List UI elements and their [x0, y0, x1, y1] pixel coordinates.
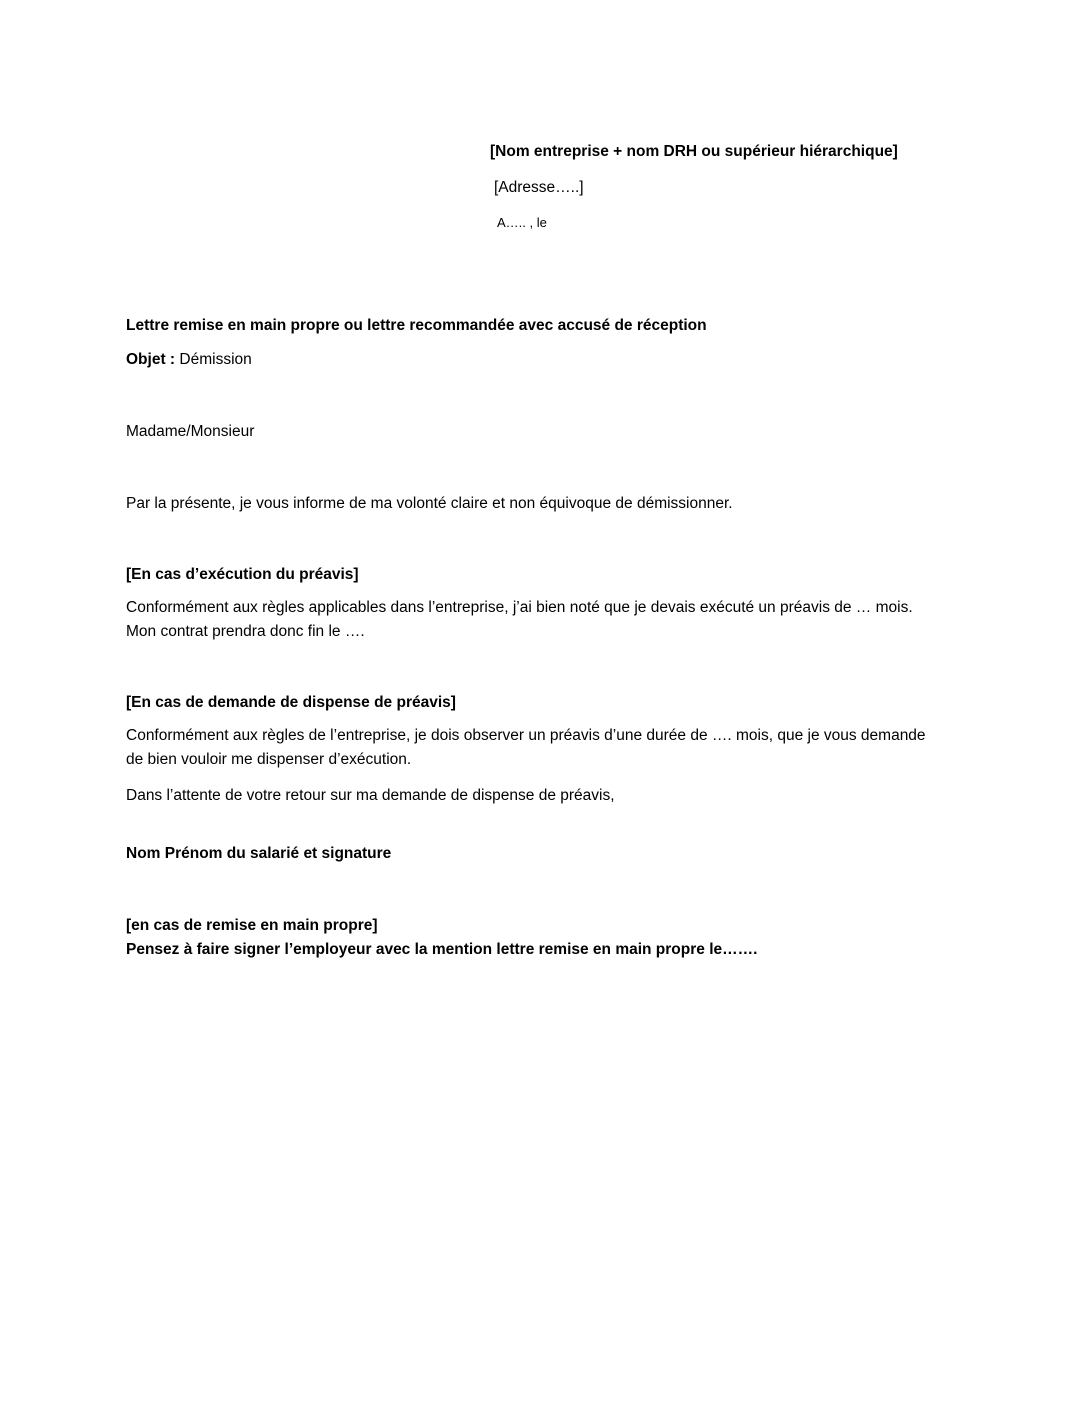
case-execution-line-1: Conformément aux règles applicables dans l’entreprise, j’ai bien noté que je devais exécuté un préavis de … mois. — [126, 599, 913, 616]
subject-line — [126, 352, 252, 368]
recipient-line: [Nom entreprise + nom DRH ou supérieur hiérarchique] — [490, 143, 898, 160]
case-dispense-line-2: de bien vouloir me dispenser d’exécution. — [126, 751, 412, 768]
case-dispense-heading: [En cas de demande de dispense de préavis] — [126, 694, 456, 711]
salutation: Madame/Monsieur — [126, 423, 255, 440]
case-execution-heading: [En cas d’exécution du préavis] — [126, 566, 359, 583]
subject-label: Objet : — [126, 351, 176, 368]
address-line: [Adresse…..] — [494, 179, 584, 196]
case-dispense-closing: Dans l’attente de votre retour sur ma demande de dispense de préavis, — [126, 787, 615, 804]
hand-delivery-note: Pensez à faire signer l’employeur avec la mention lettre remise en main propre le……. — [126, 941, 758, 958]
subject-value: Démission — [175, 351, 252, 368]
hand-delivery-heading: [en cas de remise en main propre] — [126, 917, 378, 934]
place-date-line: A….. , le — [497, 215, 547, 230]
intro-paragraph: Par la présente, je vous informe de ma volonté claire et non équivoque de démissionner. — [126, 495, 733, 512]
delivery-mode-line: Lettre remise en main propre ou lettre recommandée avec accusé de réception — [126, 317, 707, 334]
case-execution-line-2: Mon contrat prendra donc fin le …. — [126, 623, 365, 640]
signature-line: Nom Prénom du salarié et signature — [126, 845, 392, 862]
case-dispense-line-1: Conformément aux règles de l’entreprise, je dois observer un préavis d’une durée de …. mois, que je vous demande — [126, 727, 926, 744]
